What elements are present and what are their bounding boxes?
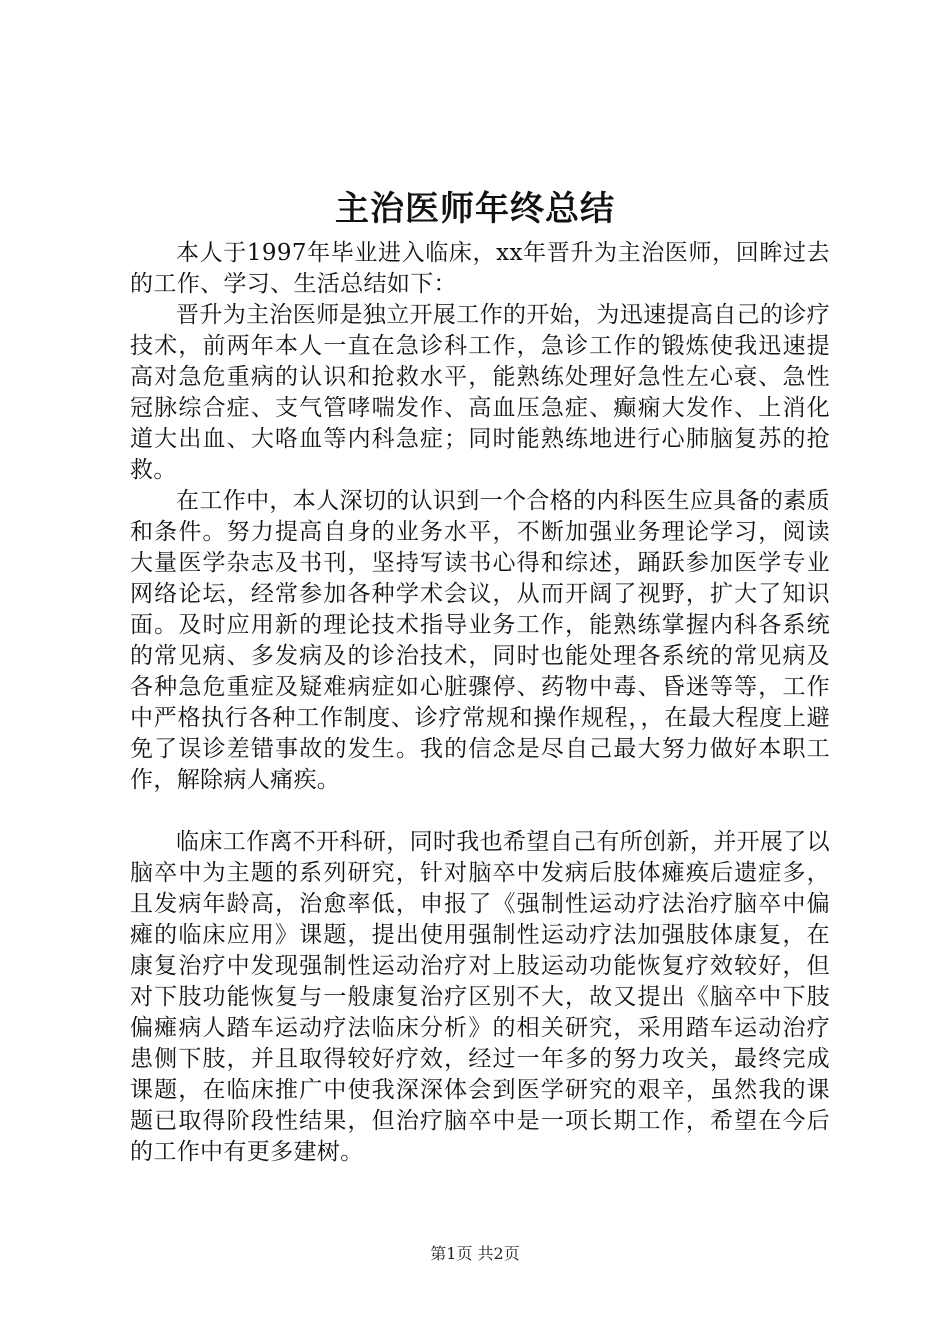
paragraph-emergency-work: 晋升为主治医师是独立开展工作的开始，为迅速提高自己的诊疗技术，前两年本人一直在急诊科工作，急诊工作的锻炼使我迅速提高对急危重病的认识和抢救水平，能熟练处理好急性左心衰、急性冠脉综合症、支气管哮喘发作、高血压急症、癫痫大发作、上消化道大出血、大咯血等内科急症；同时能熟练地进行心肺脑复苏的抢救。: [130, 302, 830, 483]
document-title: 主治医师年终总结: [335, 189, 615, 229]
paragraph-spacer: [130, 796, 830, 827]
paragraph-intro: 本人于1997年毕业进入临床，xx年晋升为主治医师，回眸过去的工作、学习、生活总结如下：: [130, 240, 830, 297]
page-footer: 第1页 共2页: [430, 1244, 520, 1263]
paragraph-professional-growth: 在工作中，本人深切的认识到一个合格的内科医生应具备的素质和条件。努力提高自身的业务水平，不断加强业务理论学习，阅读大量医学杂志及书刊，坚持写读书心得和综述，踊跃参加医学专业网络论坛，经常参加各种学术会议，从而开阔了视野，扩大了知识面。及时应用新的理论技术指导业务工作，能熟练掌握内科各系统的常见病、多发病及的诊治技术，同时也能处理各系统的常见病及各种急危重症及疑难病症如心脏骤停、药物中毒、昏迷等等，工作中严格执行各种工作制度、诊疗常规和操作规程，，在最大程度上避免了误诊差错事故的发生。我的信念是尽自己最大努力做好本职工作，解除病人痛疾。: [130, 488, 830, 793]
paragraph-research: 临床工作离不开科研，同时我也希望自己有所创新，并开展了以脑卒中为主题的系列研究，针对脑卒中发病后肢体瘫痪后遗症多，且发病年龄高，治愈率低，申报了《强制性运动疗法治疗脑卒中偏瘫的临床应用》课题，提出使用强制性运动疗法加强肢体康复，在康复治疗中发现强制性运动治疗对上肢运动功能恢复疗效较好，但对下肢功能恢复与一般康复治疗区别不大，故又提出《脑卒中下肢偏瘫病人踏车运动疗法临床分析》的相关研究，采用踏车运动治疗患侧下肢，并且取得较好疗效，经过一年多的努力攻关，最终完成课题，在临床推广中使我深深体会到医学研究的艰辛，虽然我的课题已取得阶段性结果，但治疗脑卒中是一项长期工作，希望在今后的工作中有更多建树。: [130, 829, 830, 1165]
document-body: [130, 238, 830, 1168]
